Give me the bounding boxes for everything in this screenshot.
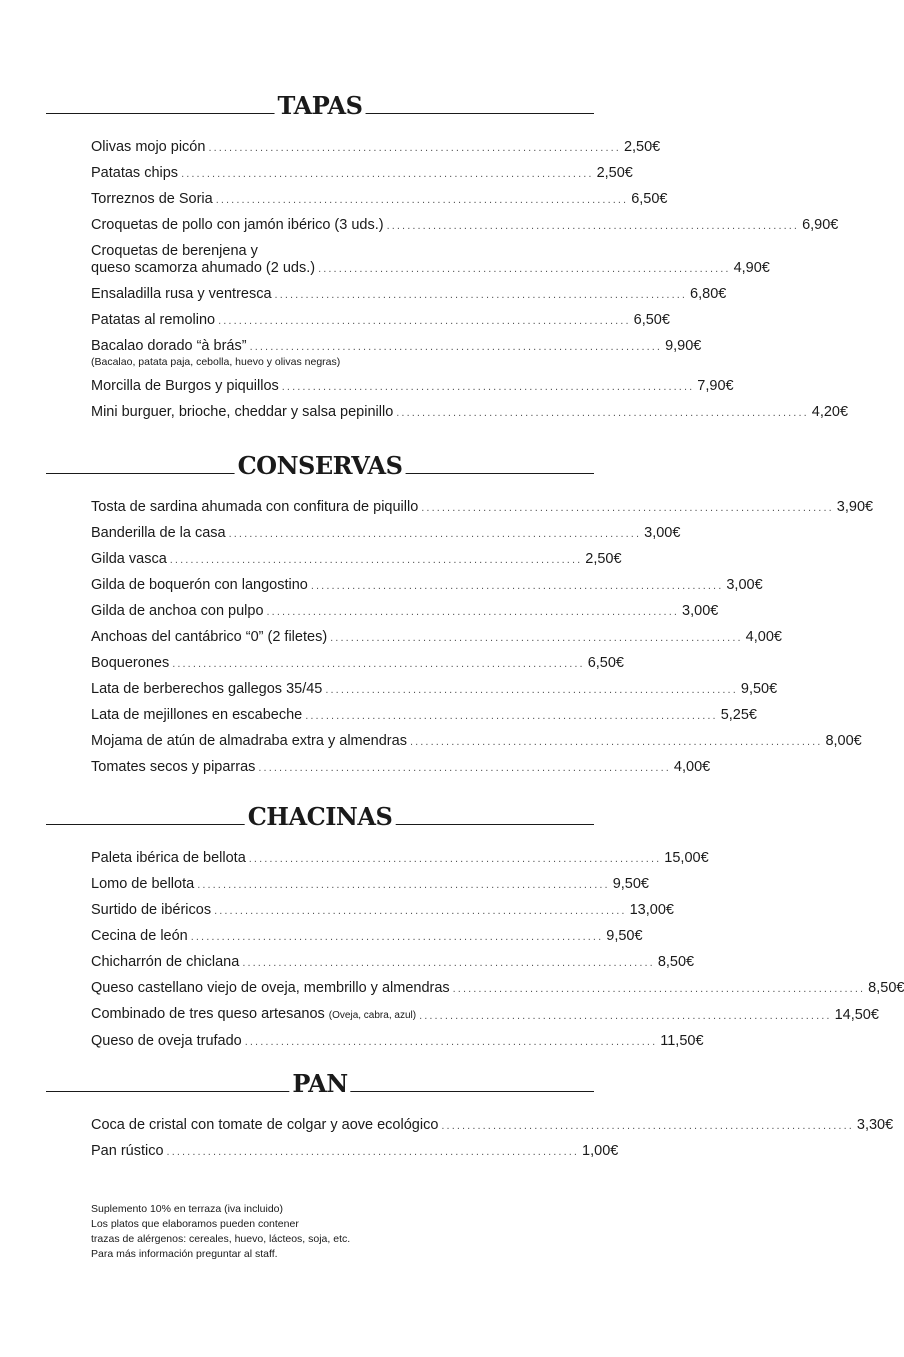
dot-leader: ................................................................................ — [197, 879, 610, 891]
section-title: CHACINAS — [245, 803, 396, 831]
dot-leader: ................................................................................ — [325, 684, 738, 696]
item-name — [91, 525, 226, 542]
menu-section-pan — [0, 1069, 894, 1169]
item-name — [91, 733, 407, 750]
item-name-text: Patatas al remolino — [91, 312, 216, 328]
item-price: 9,90€ — [665, 338, 702, 354]
item-name — [91, 577, 308, 594]
menu-item — [91, 404, 849, 421]
item-name-text: Ensaladilla rusa y ventresca — [91, 286, 272, 302]
menu-item — [91, 876, 649, 893]
item-name — [91, 139, 205, 156]
menu-item — [91, 655, 624, 672]
menu-item — [91, 681, 778, 698]
menu-item — [91, 312, 670, 329]
section-header — [46, 803, 594, 833]
menu-item-list — [0, 499, 874, 776]
item-price: 8,50€ — [657, 954, 695, 970]
item-name — [91, 603, 264, 620]
item-name-text: Gilda de boquerón con langostino — [91, 577, 308, 593]
dot-leader: ................................................................................ — [310, 580, 724, 592]
item-name-text: Morcilla de Burgos y piquillos — [91, 378, 279, 394]
item-price: 6,50€ — [631, 191, 668, 207]
item-price: 3,00€ — [726, 577, 763, 593]
item-price: 9,50€ — [740, 681, 778, 697]
item-name — [91, 1006, 416, 1024]
dot-leader: ................................................................................ — [166, 1146, 580, 1158]
item-name — [91, 759, 255, 776]
item-name — [91, 902, 211, 919]
item-name-text: Lata de berberechos gallegos 35/45 — [91, 681, 323, 697]
item-name — [91, 551, 167, 568]
dot-leader: ................................................................................ — [266, 606, 680, 618]
item-name-text: Bacalao dorado “à brás” — [91, 338, 247, 354]
item-name-text: Chicharrón de chiclana — [91, 954, 240, 970]
menu-section-conservas — [0, 451, 874, 785]
dot-leader: ................................................................................ — [190, 931, 604, 943]
dot-leader: ................................................................................ — [258, 762, 671, 774]
item-price: 6,50€ — [587, 655, 624, 671]
item-name — [91, 980, 450, 997]
item-name-text: Tomates secos y piparras — [91, 759, 256, 775]
dot-leader: ................................................................................ — [218, 315, 631, 327]
menu-section-tapas — [0, 91, 849, 430]
menu-item — [91, 165, 633, 182]
item-name-text: Pan rústico — [91, 1143, 164, 1159]
item-name-text: Gilda vasca — [91, 551, 167, 567]
item-price: 13,00€ — [629, 902, 674, 918]
item-name-text: Banderilla de la casa — [91, 525, 226, 541]
item-price: 8,00€ — [825, 733, 862, 749]
dot-leader: ................................................................................ — [244, 1036, 658, 1048]
item-price: 5,25€ — [720, 707, 757, 723]
section-title: PAN — [289, 1070, 350, 1098]
item-name-text: Gilda de anchoa con pulpo — [91, 603, 264, 619]
item-price: 7,90€ — [697, 378, 734, 394]
item-name — [91, 954, 239, 971]
item-price: 3,00€ — [682, 603, 719, 619]
item-name-text: Cecina de león — [91, 928, 188, 944]
dot-leader: ................................................................................ — [214, 905, 627, 917]
menu-item — [91, 707, 757, 724]
item-price: 4,20€ — [811, 404, 849, 420]
menu-item — [91, 243, 770, 277]
menu-item — [91, 980, 904, 997]
item-price: 9,50€ — [606, 928, 643, 944]
dot-leader: ................................................................................ — [421, 502, 834, 514]
section-header — [46, 1070, 594, 1100]
section-header — [46, 452, 594, 482]
item-name-text: Torreznos de Soria — [91, 191, 213, 207]
dot-leader: ................................................................................ — [386, 220, 800, 232]
dot-leader: ................................................................................ — [281, 381, 695, 393]
menu-item — [91, 499, 874, 516]
dot-leader: ................................................................................ — [169, 554, 583, 566]
item-price: 3,90€ — [836, 499, 874, 515]
footer-line: Suplemento 10% en terraza (iva incluido) — [91, 1203, 284, 1215]
item-name — [91, 850, 246, 867]
menu-item — [91, 902, 674, 919]
menu-item — [91, 191, 668, 208]
menu-item — [91, 525, 681, 542]
item-price: 3,00€ — [644, 525, 681, 541]
footer-line: Para más información preguntar al staff. — [91, 1248, 278, 1260]
item-name-text: Mojama de atún de almadraba extra y almendras — [91, 733, 407, 749]
footer-line: trazas de alérgenos: cereales, huevo, lácteos, soja, etc. — [91, 1233, 351, 1245]
dot-leader: ................................................................................ — [242, 957, 655, 969]
item-description: (Bacalao, patata paja, cebolla, huevo y olivas negras) — [91, 356, 341, 368]
item-name — [91, 404, 393, 421]
menu-section-chacinas — [0, 802, 904, 1059]
item-name — [91, 286, 272, 303]
item-price: 4,00€ — [745, 629, 782, 645]
dot-leader: ................................................................................ — [172, 658, 585, 670]
dot-leader: ................................................................................ — [215, 194, 629, 206]
item-name-text: Lomo de bellota — [91, 876, 195, 892]
item-name-text: Coca de cristal con tomate de colgar y aove ecológico — [91, 1117, 439, 1133]
menu-item — [91, 1117, 894, 1134]
item-price: 9,50€ — [612, 876, 649, 892]
item-name — [91, 217, 384, 234]
menu-item — [91, 286, 727, 303]
item-price: 11,50€ — [660, 1033, 704, 1049]
item-price: 2,50€ — [585, 551, 622, 567]
item-price: 8,50€ — [868, 980, 904, 996]
menu-item — [91, 217, 839, 234]
menu-item — [91, 338, 702, 369]
menu-item — [91, 378, 734, 395]
dot-leader: ................................................................................ — [248, 853, 662, 865]
footer-line: Los platos que elaboramos pueden contener — [91, 1218, 299, 1230]
item-name-text: Croquetas de pollo con jamón ibérico (3 uds.) — [91, 217, 384, 233]
item-name — [91, 876, 194, 893]
menu-item — [91, 551, 622, 568]
dot-leader: ................................................................................ — [441, 1120, 854, 1132]
item-price: 2,50€ — [596, 165, 633, 181]
dot-leader: ................................................................................ — [452, 983, 866, 995]
menu-footer — [91, 1202, 350, 1262]
menu-item — [91, 928, 643, 945]
item-price: 14,50€ — [834, 1007, 879, 1023]
item-name — [91, 1033, 242, 1050]
item-name — [91, 629, 327, 646]
item-name-text: Boquerones — [91, 655, 170, 671]
item-name — [91, 191, 213, 208]
item-name: Croquetas de berenjena y — [91, 243, 258, 259]
item-name-text: Combinado de tres queso artesanos — [91, 1006, 325, 1022]
item-name — [91, 312, 215, 329]
menu-item — [91, 139, 661, 156]
menu-item — [91, 577, 763, 594]
menu-item — [91, 603, 719, 620]
item-name-continued: queso scamorza ahumado (2 uds.) — [91, 260, 316, 276]
item-name — [91, 338, 247, 355]
item-price: 6,50€ — [633, 312, 670, 328]
item-name-text: Paleta ibérica de bellota — [91, 850, 246, 866]
menu-item — [91, 850, 709, 867]
item-note: (Oveja, cabra, azul) — [328, 1010, 417, 1021]
dot-leader: ................................................................................ — [228, 528, 642, 540]
item-name-text: Patatas chips — [91, 165, 179, 181]
menu-item-list — [0, 850, 904, 1050]
dot-leader: ................................................................................ — [181, 168, 594, 180]
item-name-text: Anchoas del cantábrico “0” (2 filetes) — [91, 629, 328, 645]
dot-leader: ................................................................................ — [208, 142, 621, 154]
item-name-text: Surtido de ibéricos — [91, 902, 212, 918]
dot-leader: ................................................................................ — [274, 289, 688, 301]
item-name — [91, 165, 178, 182]
item-price: 1,00€ — [582, 1143, 619, 1159]
dot-leader: ................................................................................ — [419, 1010, 832, 1022]
item-name — [91, 1117, 438, 1134]
item-price: 4,00€ — [673, 759, 711, 775]
item-price: 6,90€ — [802, 217, 839, 233]
item-name — [91, 928, 188, 945]
item-name — [91, 681, 322, 698]
item-price: 4,90€ — [733, 260, 770, 276]
item-name — [91, 499, 418, 516]
item-name — [91, 1143, 164, 1160]
menu-item-list — [0, 1117, 894, 1160]
dot-leader: ................................................................................ — [305, 710, 718, 722]
item-name — [91, 707, 302, 724]
menu-item-list — [0, 139, 849, 421]
item-name-text: Lata de mejillones en escabeche — [91, 707, 303, 723]
menu-item — [91, 1143, 619, 1160]
menu-item — [91, 1033, 704, 1050]
item-name-text: Queso castellano viejo de oveja, membrillo y almendras — [91, 980, 450, 996]
dot-leader: ................................................................................ — [396, 407, 809, 419]
item-price: 15,00€ — [664, 850, 709, 866]
section-header — [46, 92, 594, 122]
item-price: 2,50€ — [623, 139, 661, 155]
dot-leader: ................................................................................ — [318, 263, 731, 275]
menu-item — [91, 733, 862, 750]
item-name-text: Queso de oveja trufado — [91, 1033, 242, 1049]
section-title: TAPAS — [275, 92, 366, 120]
menu-item — [91, 629, 782, 646]
dot-leader: ................................................................................ — [409, 736, 823, 748]
item-name — [91, 378, 279, 395]
section-title: CONSERVAS — [235, 452, 406, 480]
item-price: 6,80€ — [690, 286, 727, 302]
item-name-text: Mini burguer, brioche, cheddar y salsa pepinillo — [91, 404, 394, 420]
item-name-text: Tosta de sardina ahumada con confitura de piquillo — [91, 499, 419, 515]
menu-item — [91, 1006, 879, 1024]
dot-leader: ................................................................................ — [330, 632, 743, 644]
item-name-text: Olivas mojo picón — [91, 139, 206, 155]
menu-item — [91, 954, 695, 971]
menu-item — [91, 759, 711, 776]
item-name — [91, 655, 169, 672]
dot-leader: ................................................................................ — [249, 341, 663, 353]
item-price: 3,30€ — [856, 1117, 894, 1133]
